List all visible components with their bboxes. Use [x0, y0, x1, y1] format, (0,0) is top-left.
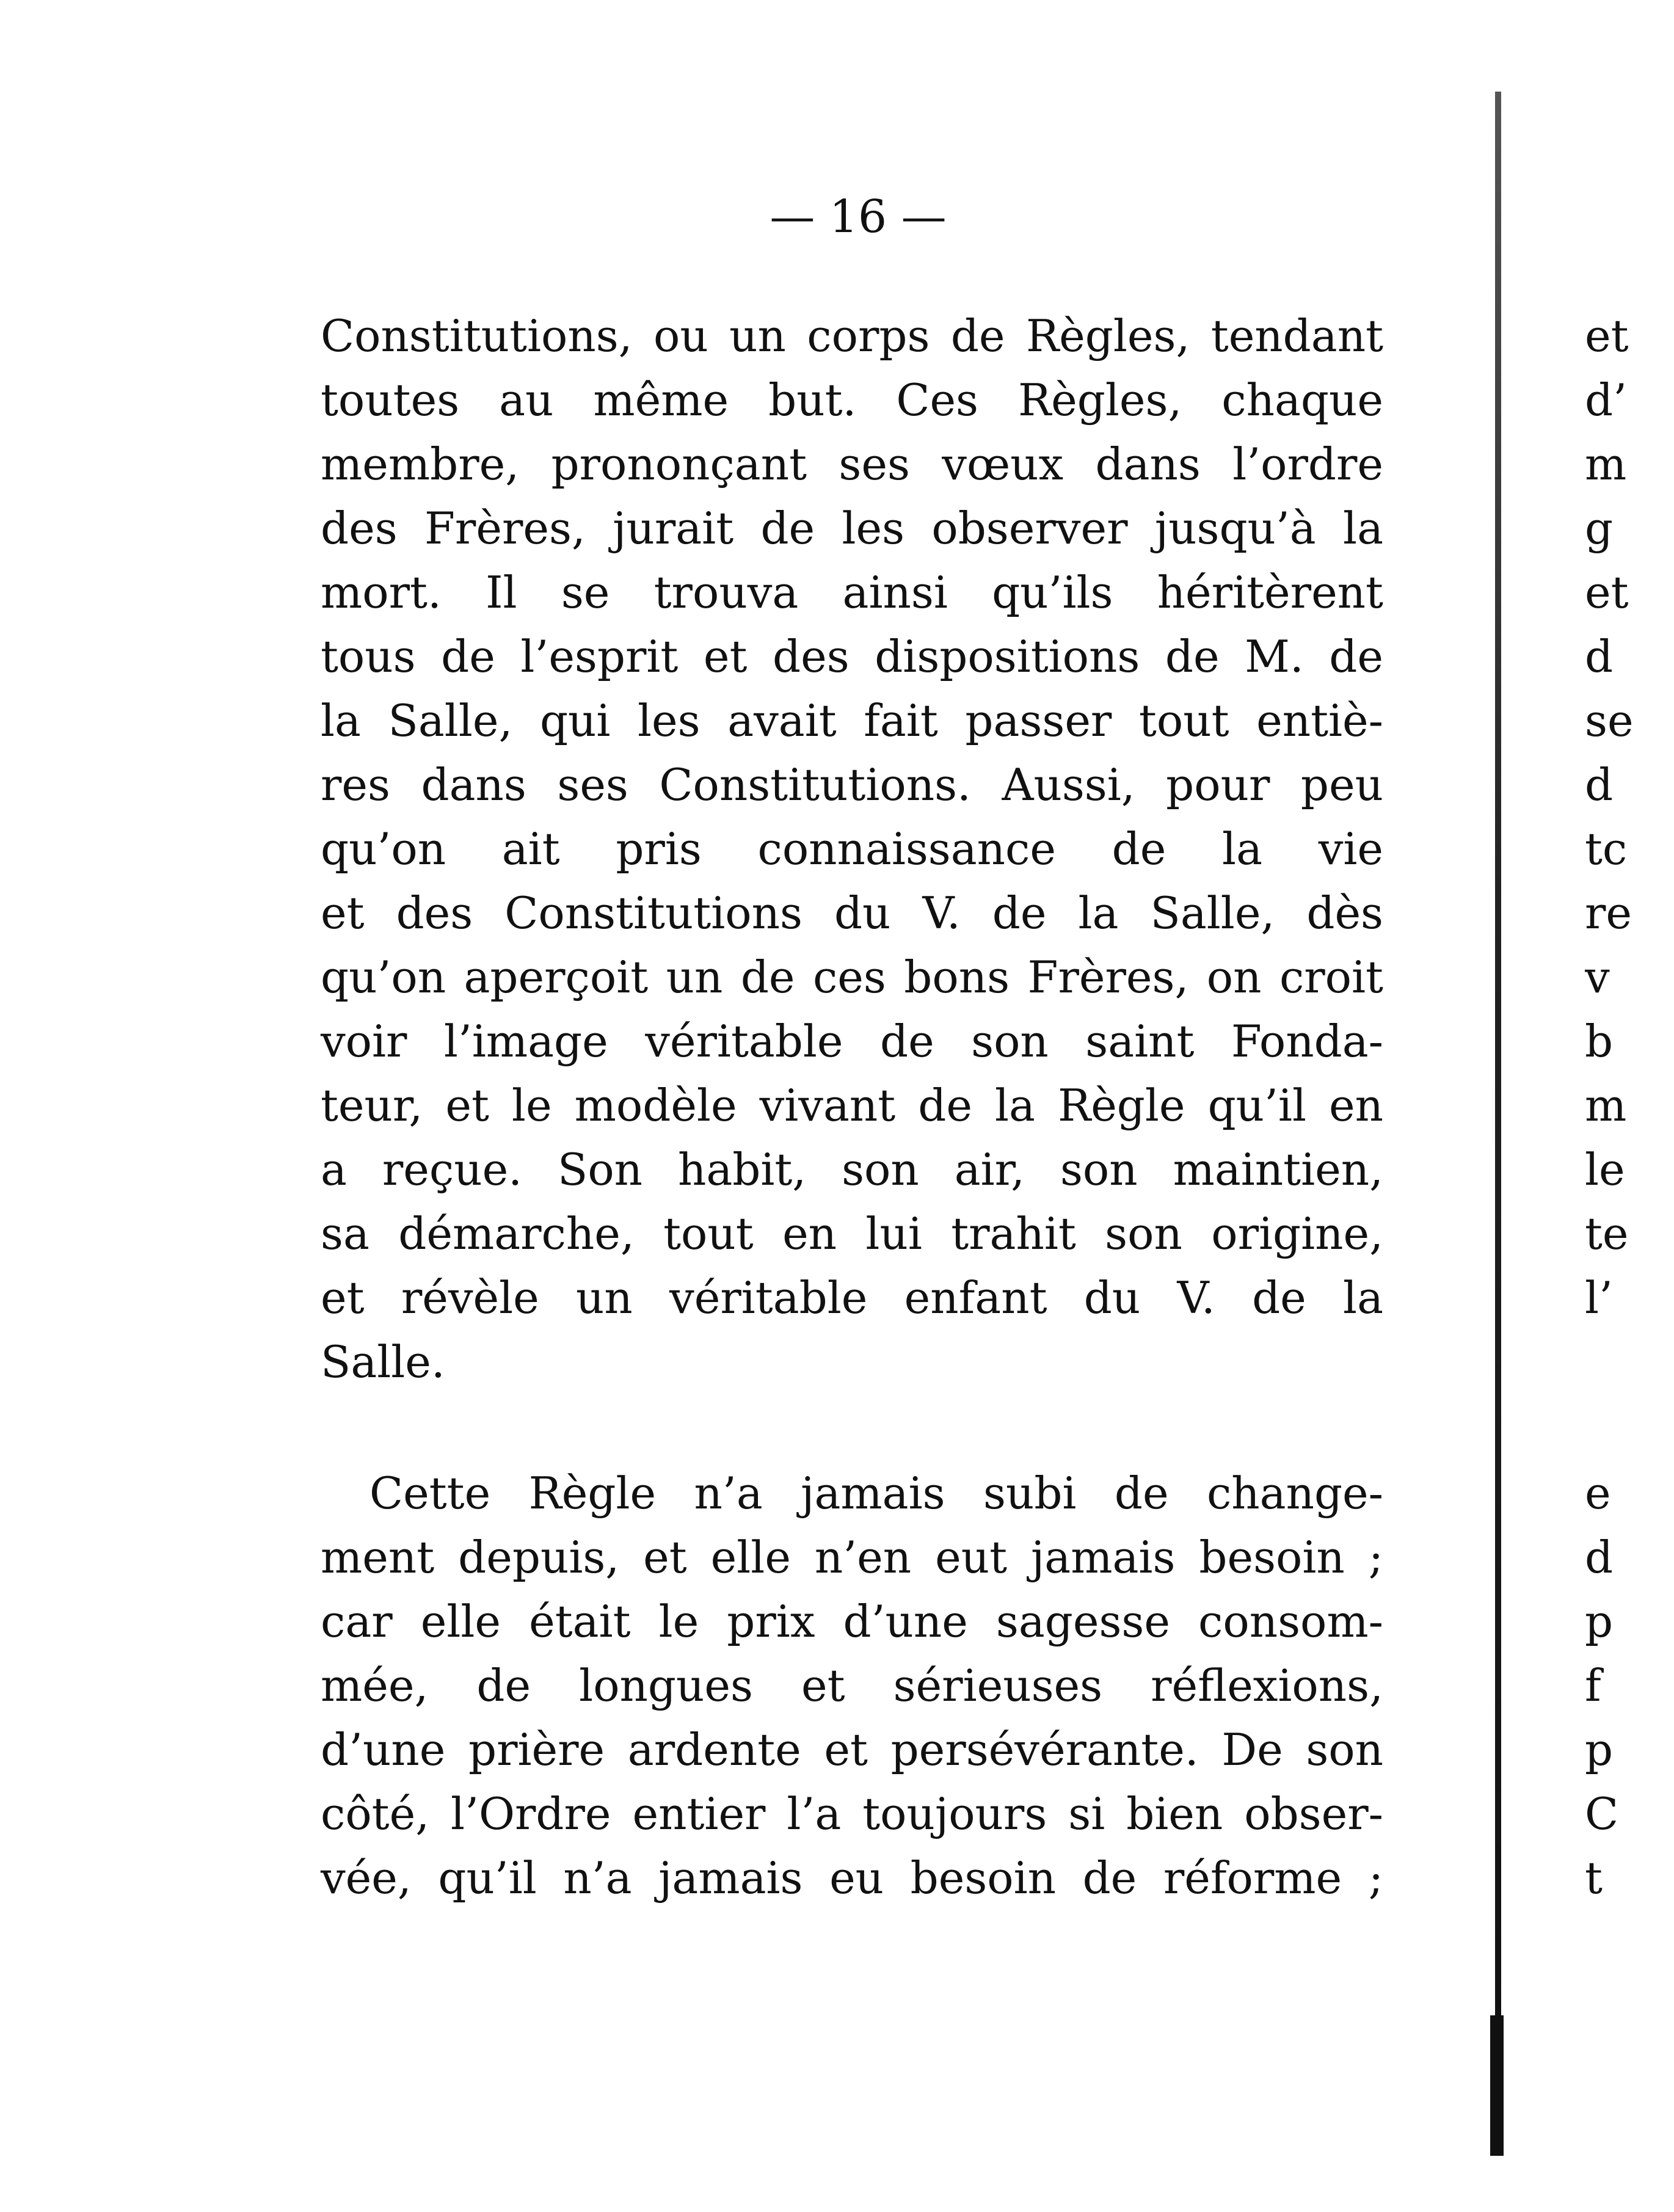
facing-page-fragment: d [1585, 759, 1614, 810]
text-line: vée, qu’il n’a jamais eu besoin de réforme ; [321, 1852, 1383, 1904]
text-line: et des Constitutions du V. de la Salle, dès [321, 887, 1383, 939]
facing-page-fragment: g [1585, 503, 1614, 554]
facing-page-fragment: t [1585, 1852, 1603, 1904]
text-line: a reçue. Son habit, son air, son maintien, [321, 1144, 1383, 1195]
text-line: tous de l’esprit et des dispositions de M. de [321, 631, 1383, 682]
text-line: res dans ses Constitutions. Aussi, pour peu [321, 759, 1383, 810]
text-line: mée, de longues et sérieuses réflexions, [321, 1660, 1383, 1711]
text-line: membre, prononçant ses vœux dans l’ordre [321, 438, 1383, 490]
text-line: et révèle un véritable enfant du V. de la [321, 1272, 1383, 1323]
page-number: — 16 — [770, 191, 947, 243]
text-line: toutes au même but. Ces Règles, chaque [321, 374, 1383, 426]
facing-page-block-1 [1585, 304, 1674, 1330]
paragraph-2 [321, 1461, 1383, 1910]
text-line: Constitutions, ou un corps de Règles, tendant [321, 310, 1383, 362]
text-line: voir l’image véritable de son saint Fonda- [321, 1016, 1383, 1067]
text-line: mort. Il se trouva ainsi qu’ils héritèrent [321, 567, 1383, 618]
facing-page-edge [1585, 304, 1674, 1910]
text-line: teur, et le modèle vivant de la Règle qu’il en [321, 1080, 1383, 1131]
text-line: d’une prière ardente et persévérante. De son [321, 1724, 1383, 1775]
facing-page-fragment: tc [1585, 823, 1628, 875]
gutter-shadow [1495, 92, 1501, 2107]
text-line: ment depuis, et elle n’en eut jamais besoin ; [321, 1532, 1383, 1583]
facing-page-fragment: te [1585, 1208, 1629, 1259]
facing-page-gap [1585, 1330, 1674, 1461]
facing-page-fragment: p [1585, 1596, 1614, 1647]
text-line: car elle était le prix d’une sagesse consom- [321, 1596, 1383, 1647]
facing-page-block-2 [1585, 1461, 1674, 1910]
text-line: qu’on aperçoit un de ces bons Frères, on croit [321, 951, 1383, 1003]
facing-page-fragment: b [1585, 1016, 1614, 1067]
facing-page-fragment: m [1585, 438, 1627, 490]
text-line: sa démarche, tout en lui trahit son origine, [321, 1208, 1383, 1259]
facing-page-fragment: se [1585, 695, 1634, 746]
facing-page-fragment: d’ [1585, 374, 1627, 426]
facing-page-fragment: re [1585, 887, 1632, 939]
paragraph-1 [321, 304, 1383, 1394]
text-line: des Frères, jurait de les observer jusqu’à la [321, 503, 1383, 554]
facing-page-fragment: C [1585, 1788, 1619, 1839]
text-line: Salle. [321, 1336, 445, 1388]
paragraph-gap [321, 1394, 1383, 1461]
text-line: côté, l’Ordre entier l’a toujours si bien obser- [321, 1788, 1383, 1839]
facing-page-fragment: p [1585, 1724, 1614, 1775]
facing-page-fragment: et [1585, 567, 1629, 618]
facing-page-fragment: m [1585, 1080, 1627, 1131]
facing-page-fragment: f [1585, 1660, 1601, 1711]
text-line: qu’on ait pris connaissance de la vie [321, 823, 1383, 875]
body-text [321, 304, 1383, 1910]
text-line: la Salle, qui les avait fait passer tout entiè- [321, 695, 1383, 746]
text-line: Cette Règle n’a jamais subi de change- [369, 1468, 1383, 1519]
facing-page-fragment: d [1585, 631, 1614, 682]
facing-page-fragment: v [1585, 951, 1610, 1003]
facing-page-fragment: e [1585, 1468, 1611, 1519]
facing-page-fragment: d [1585, 1532, 1614, 1583]
facing-page-fragment: l’ [1585, 1272, 1613, 1323]
gutter-shadow-bottom [1490, 2015, 1504, 2156]
facing-page-fragment: le [1585, 1144, 1625, 1195]
facing-page-fragment: et [1585, 310, 1629, 362]
